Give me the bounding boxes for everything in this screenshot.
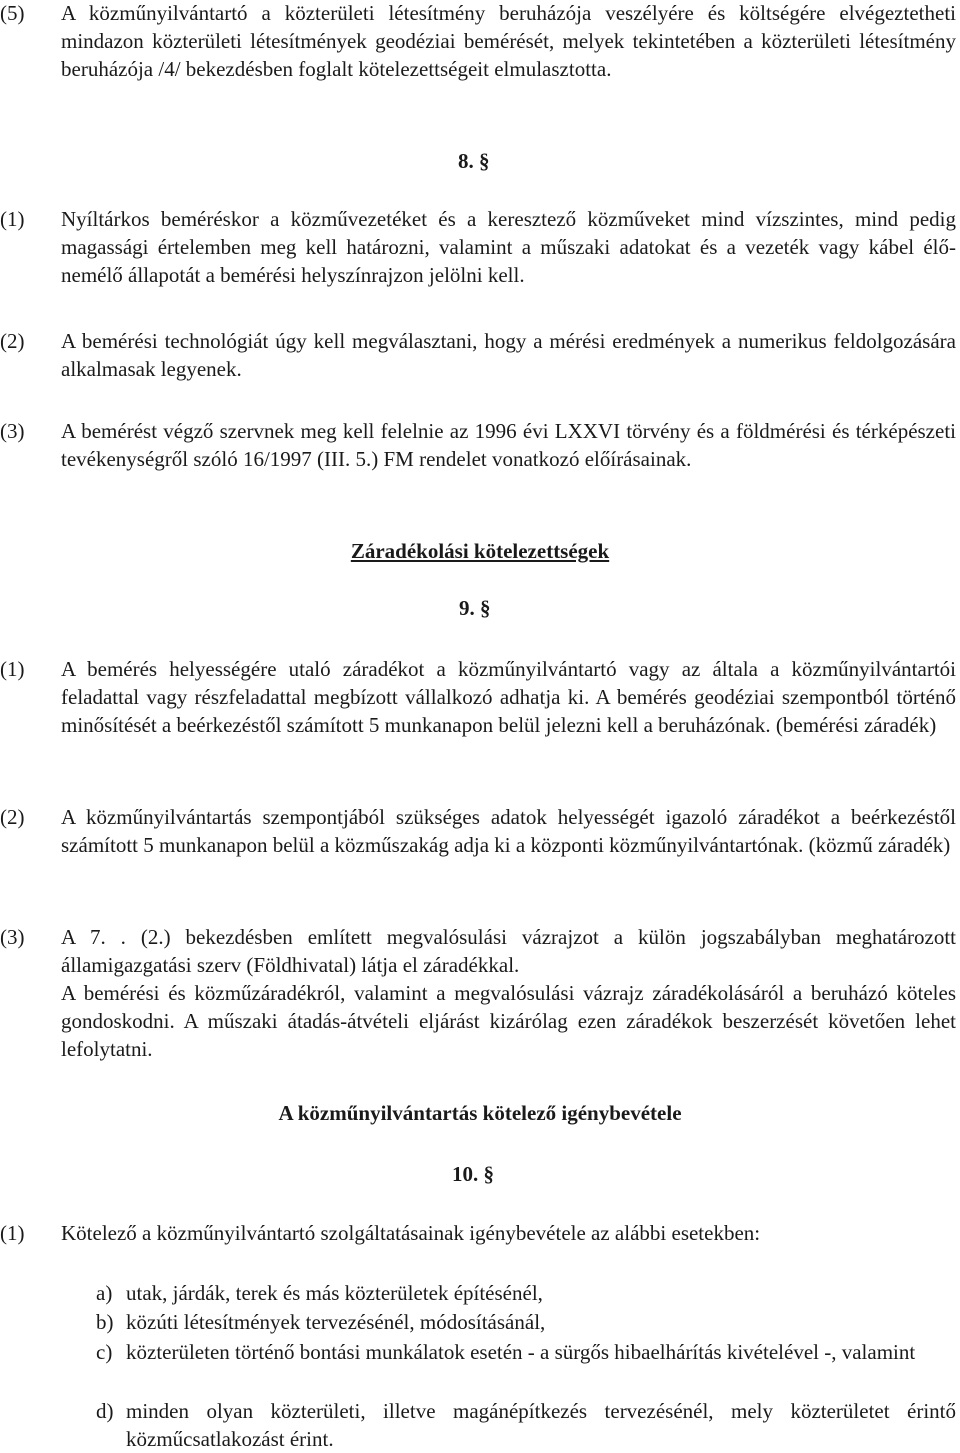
list-item-label: c) [96,1340,113,1364]
paragraph-5 [0,0,956,83]
list-item-label: d) [96,1399,114,1423]
paragraph-number: (2) [0,329,25,353]
paragraph-text: A bemérést végző szervnek meg kell felelnie az 1996 évi LXXVI törvény és a földmérési és térképészeti tevékenységről szóló 16/1997 (III. 5.) FM rendelet vonatkozó előírásainak. [61,419,956,471]
list-item-text: közúti létesítmények tervezésénél, módosításánál, [126,1310,546,1334]
paragraph-text: Kötelező a közműnyilvántartó szolgáltatásainak igénybevétele az alábbi esetekben: [61,1221,761,1245]
list-item-label: b) [96,1310,114,1334]
section-heading-9: 9. § [459,596,491,620]
paragraph-text: A bemérési technológiát úgy kell megválasztani, hogy a mérési eredmények a numerikus feldolgozására alkalmasak legyenek. [61,329,956,381]
list-item-text: minden olyan közterületi, illetve magánépítkezés tervezésénél, mely közterületet érintő közműcsatlakozást érint. [126,1399,956,1451]
paragraph-8-2 [0,327,956,383]
section-title-zaradek: Záradékolási kötelezettségek [350,539,610,563]
section-title-igenybevetel: A közműnyilvántartás kötelező igénybevétele [278,1101,682,1125]
paragraph-9-2 [0,803,956,859]
paragraph-10-1 [0,1219,956,1247]
section-heading-10: 10. § [452,1162,494,1186]
paragraph-text: Nyíltárkos beméréskor a közművezetéket és a keresztező közműveket mind vízszintes, mind pedig magassági értelemben meg kell határozni, valamint a műszaki adatokat és a vezeték vagy kábel élő-nemélő állapotát a bemérési helyszínrajzon jelölni kell. [61,207,956,287]
section-heading-8: 8. § [458,149,490,173]
paragraph-8-1 [0,205,956,289]
list-item-text: közterületen történő bontási munkálatok esetén - a sürgős hibaelhárítás kivételével -, valamint [126,1340,916,1364]
list-item-label: a) [96,1281,113,1305]
paragraph-text-continued: A bemérési és közműzáradékról, valamint a megvalósulási vázrajz záradékolásáról a beruházó köteles gondoskodni. A műszaki átadás-átvételi eljárást kizárólag ezen záradékok beszerzését követően lehet lefolytatni. [61,981,956,1061]
list-item-a [96,1279,956,1307]
paragraph-number: (1) [0,657,25,681]
paragraph-number: (2) [0,805,25,829]
paragraph-number: (1) [0,207,25,231]
paragraph-text: A közműnyilvántartó a közterületi létesítmény beruházója veszélyére és költségére elvégeztetheti mindazon közterületi létesítmények geodéziai bemérését, melyek tekintetében a közterületi létesítmény beruházója /4/ bekezdésben foglalt kötelezettségeit elmulasztotta. [61,1,956,81]
paragraph-text: A bemérés helyességére utaló záradékot a közműnyilvántartó vagy az általa a közműnyilvántartói feladattal vagy részfeladattal megbízott vállalkozó adhatja ki. A bemérés geodéziai szempontból történő minősítését a beérkezéstől számított 5 munkanapon belül jelezni kell a beruházónak. (bemérési záradék) [61,657,956,737]
paragraph-9-1 [0,655,956,739]
paragraph-8-3 [0,417,956,473]
paragraph-number: (5) [0,1,25,25]
list-item-c [96,1338,956,1366]
paragraph-number: (3) [0,419,25,443]
paragraph-number: (3) [0,925,25,949]
paragraph-number: (1) [0,1221,25,1245]
list-item-b [96,1308,956,1336]
paragraph-text: A közműnyilvántartás szempontjából szükséges adatok helyességét igazoló záradékot a beérkezéstől számított 5 munkanapon belül a közműszakág adja ki a központi közműnyilvántartónak. (közmű záradék) [61,805,956,857]
paragraph-9-3 [0,923,956,1063]
paragraph-text: A 7. . (2.) bekezdésben említett megvalósulási vázrajzot a külön jogszabályban meghatározott államigazgatási szerv (Földhivatal) látja el záradékkal. [61,925,956,977]
list-item-text: utak, járdák, terek és más közterületek építésénél, [126,1281,543,1305]
list-item-d [96,1397,956,1453]
